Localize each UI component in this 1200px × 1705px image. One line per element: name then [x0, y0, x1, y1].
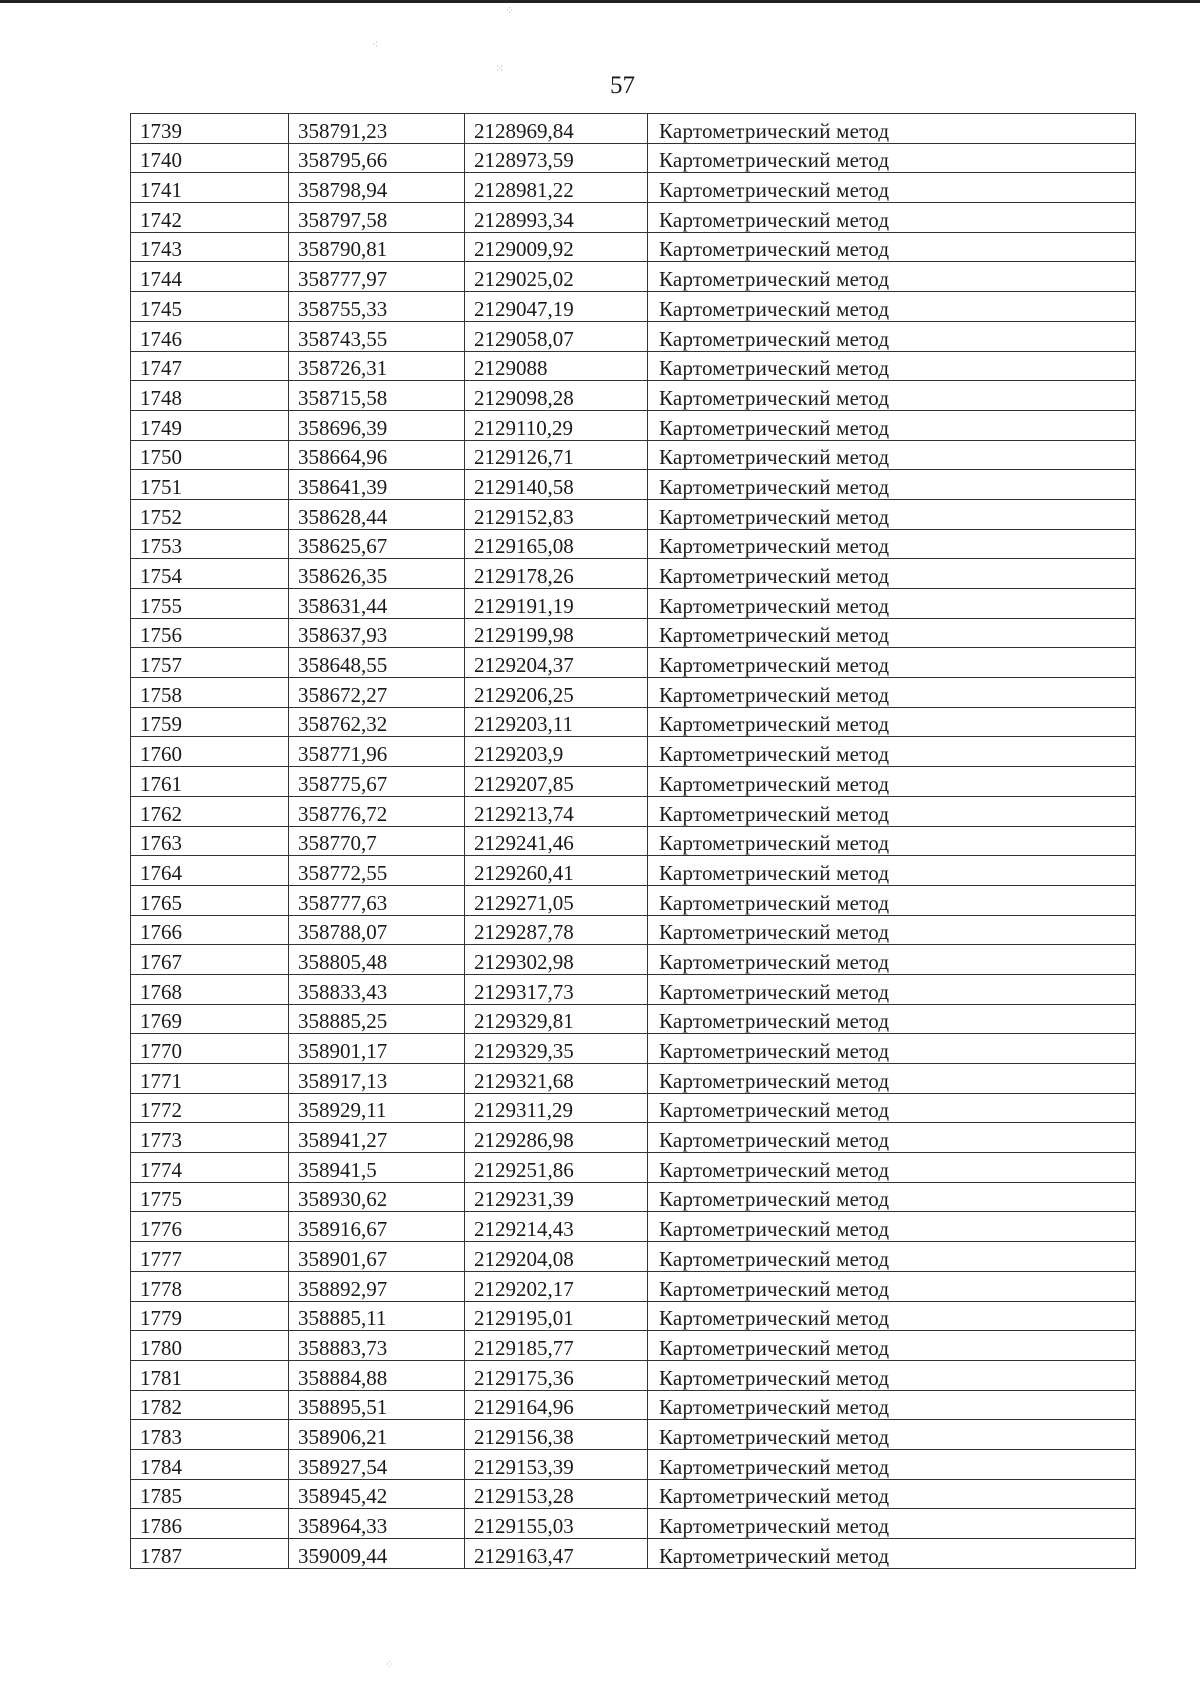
- x-coordinate-cell: 358743,55: [289, 321, 465, 351]
- point-number-cell: 1750: [131, 440, 289, 470]
- y-coordinate-cell: 2129152,83: [465, 499, 648, 529]
- table-row: [131, 529, 1136, 559]
- y-coordinate-cell: 2129286,98: [465, 1123, 648, 1153]
- method-cell: Картометрический метод: [648, 440, 1136, 470]
- y-coordinate-cell: 2129025,02: [465, 262, 648, 292]
- method-cell: Картометрический метод: [648, 678, 1136, 708]
- table-row: [131, 826, 1136, 856]
- method-cell: Картометрический метод: [648, 1479, 1136, 1509]
- point-number-cell: 1769: [131, 1004, 289, 1034]
- y-coordinate-cell: 2129110,29: [465, 410, 648, 440]
- table-row: [131, 143, 1136, 173]
- y-coordinate-cell: 2129251,86: [465, 1153, 648, 1183]
- x-coordinate-cell: 358885,25: [289, 1004, 465, 1034]
- method-cell: Картометрический метод: [648, 1271, 1136, 1301]
- table-row: [131, 678, 1136, 708]
- point-number-cell: 1780: [131, 1331, 289, 1361]
- x-coordinate-cell: 358945,42: [289, 1479, 465, 1509]
- scan-noise: ⁘: [505, 5, 515, 17]
- y-coordinate-cell: 2129155,03: [465, 1509, 648, 1539]
- table-row: [131, 410, 1136, 440]
- point-number-cell: 1771: [131, 1064, 289, 1094]
- x-coordinate-cell: 358755,33: [289, 292, 465, 322]
- table-row: [131, 440, 1136, 470]
- y-coordinate-cell: 2128969,84: [465, 114, 648, 144]
- table-row: [131, 885, 1136, 915]
- y-coordinate-cell: 2129047,19: [465, 292, 648, 322]
- method-cell: Картометрический метод: [648, 974, 1136, 1004]
- x-coordinate-cell: 358916,67: [289, 1212, 465, 1242]
- y-coordinate-cell: 2129207,85: [465, 767, 648, 797]
- y-coordinate-cell: 2129213,74: [465, 796, 648, 826]
- table-row: [131, 1004, 1136, 1034]
- x-coordinate-cell: 358631,44: [289, 589, 465, 619]
- method-cell: Картометрический метод: [648, 114, 1136, 144]
- x-coordinate-cell: 358648,55: [289, 648, 465, 678]
- x-coordinate-cell: 358927,54: [289, 1449, 465, 1479]
- y-coordinate-cell: 2129329,81: [465, 1004, 648, 1034]
- x-coordinate-cell: 358895,51: [289, 1390, 465, 1420]
- y-coordinate-cell: 2129058,07: [465, 321, 648, 351]
- point-number-cell: 1746: [131, 321, 289, 351]
- table-row: [131, 1479, 1136, 1509]
- method-cell: Картометрический метод: [648, 1034, 1136, 1064]
- method-cell: Картометрический метод: [648, 915, 1136, 945]
- table-row: [131, 381, 1136, 411]
- point-number-cell: 1764: [131, 856, 289, 886]
- point-number-cell: 1757: [131, 648, 289, 678]
- x-coordinate-cell: 358790,81: [289, 232, 465, 262]
- y-coordinate-cell: 2129178,26: [465, 559, 648, 589]
- y-coordinate-cell: 2129231,39: [465, 1182, 648, 1212]
- method-cell: Картометрический метод: [648, 470, 1136, 500]
- method-cell: Картометрический метод: [648, 737, 1136, 767]
- point-number-cell: 1787: [131, 1539, 289, 1569]
- table-row: [131, 1034, 1136, 1064]
- method-cell: Картометрический метод: [648, 885, 1136, 915]
- x-coordinate-cell: 358906,21: [289, 1420, 465, 1450]
- x-coordinate-cell: 358941,27: [289, 1123, 465, 1153]
- y-coordinate-cell: 2129195,01: [465, 1301, 648, 1331]
- point-number-cell: 1740: [131, 143, 289, 173]
- table-row: [131, 292, 1136, 322]
- y-coordinate-cell: 2129126,71: [465, 440, 648, 470]
- x-coordinate-cell: 358964,33: [289, 1509, 465, 1539]
- x-coordinate-cell: 358798,94: [289, 173, 465, 203]
- x-coordinate-cell: 358762,32: [289, 707, 465, 737]
- y-coordinate-cell: 2129156,38: [465, 1420, 648, 1450]
- x-coordinate-cell: 358628,44: [289, 499, 465, 529]
- table-row: [131, 321, 1136, 351]
- method-cell: Картометрический метод: [648, 1004, 1136, 1034]
- scan-top-edge: [0, 0, 1200, 3]
- x-coordinate-cell: 358625,67: [289, 529, 465, 559]
- table-row: [131, 1123, 1136, 1153]
- x-coordinate-cell: 358726,31: [289, 351, 465, 381]
- y-coordinate-cell: 2129140,58: [465, 470, 648, 500]
- table-row: [131, 470, 1136, 500]
- y-coordinate-cell: 2129287,78: [465, 915, 648, 945]
- method-cell: Картометрический метод: [648, 292, 1136, 322]
- point-number-cell: 1755: [131, 589, 289, 619]
- y-coordinate-cell: 2129153,39: [465, 1449, 648, 1479]
- point-number-cell: 1745: [131, 292, 289, 322]
- y-coordinate-cell: 2129302,98: [465, 945, 648, 975]
- y-coordinate-cell: 2129165,08: [465, 529, 648, 559]
- method-cell: Картометрический метод: [648, 1153, 1136, 1183]
- x-coordinate-cell: 358626,35: [289, 559, 465, 589]
- method-cell: Картометрический метод: [648, 1331, 1136, 1361]
- y-coordinate-cell: 2129241,46: [465, 826, 648, 856]
- x-coordinate-cell: 358892,97: [289, 1271, 465, 1301]
- point-number-cell: 1754: [131, 559, 289, 589]
- table-row: [131, 945, 1136, 975]
- point-number-cell: 1786: [131, 1509, 289, 1539]
- point-number-cell: 1774: [131, 1153, 289, 1183]
- table-row: [131, 351, 1136, 381]
- point-number-cell: 1781: [131, 1360, 289, 1390]
- point-number-cell: 1785: [131, 1479, 289, 1509]
- y-coordinate-cell: 2129199,98: [465, 618, 648, 648]
- point-number-cell: 1782: [131, 1390, 289, 1420]
- point-number-cell: 1744: [131, 262, 289, 292]
- table-row: [131, 173, 1136, 203]
- table-row: [131, 499, 1136, 529]
- table-row: [131, 559, 1136, 589]
- x-coordinate-cell: 358901,17: [289, 1034, 465, 1064]
- y-coordinate-cell: 2129204,37: [465, 648, 648, 678]
- x-coordinate-cell: 358941,5: [289, 1153, 465, 1183]
- table-row: [131, 114, 1136, 144]
- table-row: [131, 767, 1136, 797]
- point-number-cell: 1752: [131, 499, 289, 529]
- table-row: [131, 1064, 1136, 1094]
- y-coordinate-cell: 2129164,96: [465, 1390, 648, 1420]
- coordinates-table: [130, 113, 1136, 1569]
- x-coordinate-cell: 358672,27: [289, 678, 465, 708]
- y-coordinate-cell: 2129321,68: [465, 1064, 648, 1094]
- point-number-cell: 1753: [131, 529, 289, 559]
- x-coordinate-cell: 358664,96: [289, 440, 465, 470]
- method-cell: Картометрический метод: [648, 1212, 1136, 1242]
- point-number-cell: 1743: [131, 232, 289, 262]
- method-cell: Картометрический метод: [648, 1449, 1136, 1479]
- table-row: [131, 1420, 1136, 1450]
- x-coordinate-cell: 358930,62: [289, 1182, 465, 1212]
- coordinates-table-body: [131, 114, 1136, 1569]
- point-number-cell: 1741: [131, 173, 289, 203]
- y-coordinate-cell: 2129206,25: [465, 678, 648, 708]
- x-coordinate-cell: 358885,11: [289, 1301, 465, 1331]
- x-coordinate-cell: 358770,7: [289, 826, 465, 856]
- method-cell: Картометрический метод: [648, 1242, 1136, 1272]
- table-row: [131, 1153, 1136, 1183]
- method-cell: Картометрический метод: [648, 826, 1136, 856]
- table-row: [131, 1390, 1136, 1420]
- method-cell: Картометрический метод: [648, 351, 1136, 381]
- point-number-cell: 1759: [131, 707, 289, 737]
- point-number-cell: 1742: [131, 203, 289, 233]
- y-coordinate-cell: 2129203,9: [465, 737, 648, 767]
- point-number-cell: 1779: [131, 1301, 289, 1331]
- scan-noise: ⁙: [495, 63, 505, 75]
- method-cell: Картометрический метод: [648, 1420, 1136, 1450]
- x-coordinate-cell: 358795,66: [289, 143, 465, 173]
- y-coordinate-cell: 2129098,28: [465, 381, 648, 411]
- x-coordinate-cell: 358833,43: [289, 974, 465, 1004]
- table-row: [131, 737, 1136, 767]
- method-cell: Картометрический метод: [648, 1360, 1136, 1390]
- table-row: [131, 1093, 1136, 1123]
- table-row: [131, 1539, 1136, 1569]
- y-coordinate-cell: 2129317,73: [465, 974, 648, 1004]
- scan-noise: ⁖: [372, 39, 379, 51]
- x-coordinate-cell: 358929,11: [289, 1093, 465, 1123]
- y-coordinate-cell: 2129260,41: [465, 856, 648, 886]
- point-number-cell: 1739: [131, 114, 289, 144]
- point-number-cell: 1748: [131, 381, 289, 411]
- x-coordinate-cell: 358797,58: [289, 203, 465, 233]
- x-coordinate-cell: 358715,58: [289, 381, 465, 411]
- point-number-cell: 1770: [131, 1034, 289, 1064]
- method-cell: Картометрический метод: [648, 1093, 1136, 1123]
- x-coordinate-cell: 358772,55: [289, 856, 465, 886]
- method-cell: Картометрический метод: [648, 203, 1136, 233]
- y-coordinate-cell: 2129088: [465, 351, 648, 381]
- point-number-cell: 1758: [131, 678, 289, 708]
- table-row: [131, 1509, 1136, 1539]
- x-coordinate-cell: 358775,67: [289, 767, 465, 797]
- table-row: [131, 648, 1136, 678]
- x-coordinate-cell: 358917,13: [289, 1064, 465, 1094]
- point-number-cell: 1773: [131, 1123, 289, 1153]
- point-number-cell: 1783: [131, 1420, 289, 1450]
- y-coordinate-cell: 2129204,08: [465, 1242, 648, 1272]
- method-cell: Картометрический метод: [648, 232, 1136, 262]
- method-cell: Картометрический метод: [648, 1509, 1136, 1539]
- point-number-cell: 1775: [131, 1182, 289, 1212]
- table-row: [131, 1449, 1136, 1479]
- x-coordinate-cell: 358771,96: [289, 737, 465, 767]
- table-row: [131, 262, 1136, 292]
- x-coordinate-cell: 358883,73: [289, 1331, 465, 1361]
- table-row: [131, 618, 1136, 648]
- point-number-cell: 1751: [131, 470, 289, 500]
- y-coordinate-cell: 2129214,43: [465, 1212, 648, 1242]
- x-coordinate-cell: 358791,23: [289, 114, 465, 144]
- method-cell: Картометрический метод: [648, 856, 1136, 886]
- table-row: [131, 1331, 1136, 1361]
- table-row: [131, 915, 1136, 945]
- point-number-cell: 1768: [131, 974, 289, 1004]
- table-row: [131, 1271, 1136, 1301]
- y-coordinate-cell: 2128993,34: [465, 203, 648, 233]
- point-number-cell: 1776: [131, 1212, 289, 1242]
- method-cell: Картометрический метод: [648, 767, 1136, 797]
- point-number-cell: 1763: [131, 826, 289, 856]
- x-coordinate-cell: 358777,63: [289, 885, 465, 915]
- scan-noise: ⁘: [385, 1659, 395, 1671]
- method-cell: Картометрический метод: [648, 262, 1136, 292]
- table-row: [131, 232, 1136, 262]
- y-coordinate-cell: 2129191,19: [465, 589, 648, 619]
- method-cell: Картометрический метод: [648, 589, 1136, 619]
- method-cell: Картометрический метод: [648, 1301, 1136, 1331]
- point-number-cell: 1784: [131, 1449, 289, 1479]
- y-coordinate-cell: 2129271,05: [465, 885, 648, 915]
- y-coordinate-cell: 2129202,17: [465, 1271, 648, 1301]
- method-cell: Картометрический метод: [648, 143, 1136, 173]
- method-cell: Картометрический метод: [648, 796, 1136, 826]
- method-cell: Картометрический метод: [648, 559, 1136, 589]
- method-cell: Картометрический метод: [648, 499, 1136, 529]
- table-row: [131, 589, 1136, 619]
- point-number-cell: 1756: [131, 618, 289, 648]
- table-row: [131, 856, 1136, 886]
- method-cell: Картометрический метод: [648, 1390, 1136, 1420]
- method-cell: Картометрический метод: [648, 410, 1136, 440]
- method-cell: Картометрический метод: [648, 529, 1136, 559]
- method-cell: Картометрический метод: [648, 381, 1136, 411]
- point-number-cell: 1762: [131, 796, 289, 826]
- x-coordinate-cell: 358637,93: [289, 618, 465, 648]
- method-cell: Картометрический метод: [648, 321, 1136, 351]
- point-number-cell: 1749: [131, 410, 289, 440]
- table-row: [131, 1182, 1136, 1212]
- y-coordinate-cell: 2129311,29: [465, 1093, 648, 1123]
- y-coordinate-cell: 2129009,92: [465, 232, 648, 262]
- table-row: [131, 1301, 1136, 1331]
- table-row: [131, 1360, 1136, 1390]
- point-number-cell: 1765: [131, 885, 289, 915]
- y-coordinate-cell: 2129203,11: [465, 707, 648, 737]
- x-coordinate-cell: 358776,72: [289, 796, 465, 826]
- method-cell: Картометрический метод: [648, 1182, 1136, 1212]
- page-number: 57: [610, 72, 635, 99]
- table-row: [131, 1242, 1136, 1272]
- x-coordinate-cell: 358901,67: [289, 1242, 465, 1272]
- method-cell: Картометрический метод: [648, 1539, 1136, 1569]
- y-coordinate-cell: 2129329,35: [465, 1034, 648, 1064]
- method-cell: Картометрический метод: [648, 618, 1136, 648]
- x-coordinate-cell: 358641,39: [289, 470, 465, 500]
- point-number-cell: 1772: [131, 1093, 289, 1123]
- method-cell: Картометрический метод: [648, 707, 1136, 737]
- method-cell: Картометрический метод: [648, 648, 1136, 678]
- x-coordinate-cell: 358805,48: [289, 945, 465, 975]
- method-cell: Картометрический метод: [648, 945, 1136, 975]
- x-coordinate-cell: 358777,97: [289, 262, 465, 292]
- x-coordinate-cell: 359009,44: [289, 1539, 465, 1569]
- table-row: [131, 203, 1136, 233]
- y-coordinate-cell: 2129175,36: [465, 1360, 648, 1390]
- table-row: [131, 974, 1136, 1004]
- y-coordinate-cell: 2129163,47: [465, 1539, 648, 1569]
- point-number-cell: 1760: [131, 737, 289, 767]
- point-number-cell: 1777: [131, 1242, 289, 1272]
- method-cell: Картометрический метод: [648, 173, 1136, 203]
- x-coordinate-cell: 358696,39: [289, 410, 465, 440]
- method-cell: Картометрический метод: [648, 1064, 1136, 1094]
- y-coordinate-cell: 2129185,77: [465, 1331, 648, 1361]
- table-row: [131, 1212, 1136, 1242]
- x-coordinate-cell: 358884,88: [289, 1360, 465, 1390]
- point-number-cell: 1767: [131, 945, 289, 975]
- y-coordinate-cell: 2129153,28: [465, 1479, 648, 1509]
- point-number-cell: 1778: [131, 1271, 289, 1301]
- y-coordinate-cell: 2128981,22: [465, 173, 648, 203]
- table-row: [131, 707, 1136, 737]
- y-coordinate-cell: 2128973,59: [465, 143, 648, 173]
- method-cell: Картометрический метод: [648, 1123, 1136, 1153]
- point-number-cell: 1766: [131, 915, 289, 945]
- point-number-cell: 1761: [131, 767, 289, 797]
- x-coordinate-cell: 358788,07: [289, 915, 465, 945]
- table-row: [131, 796, 1136, 826]
- point-number-cell: 1747: [131, 351, 289, 381]
